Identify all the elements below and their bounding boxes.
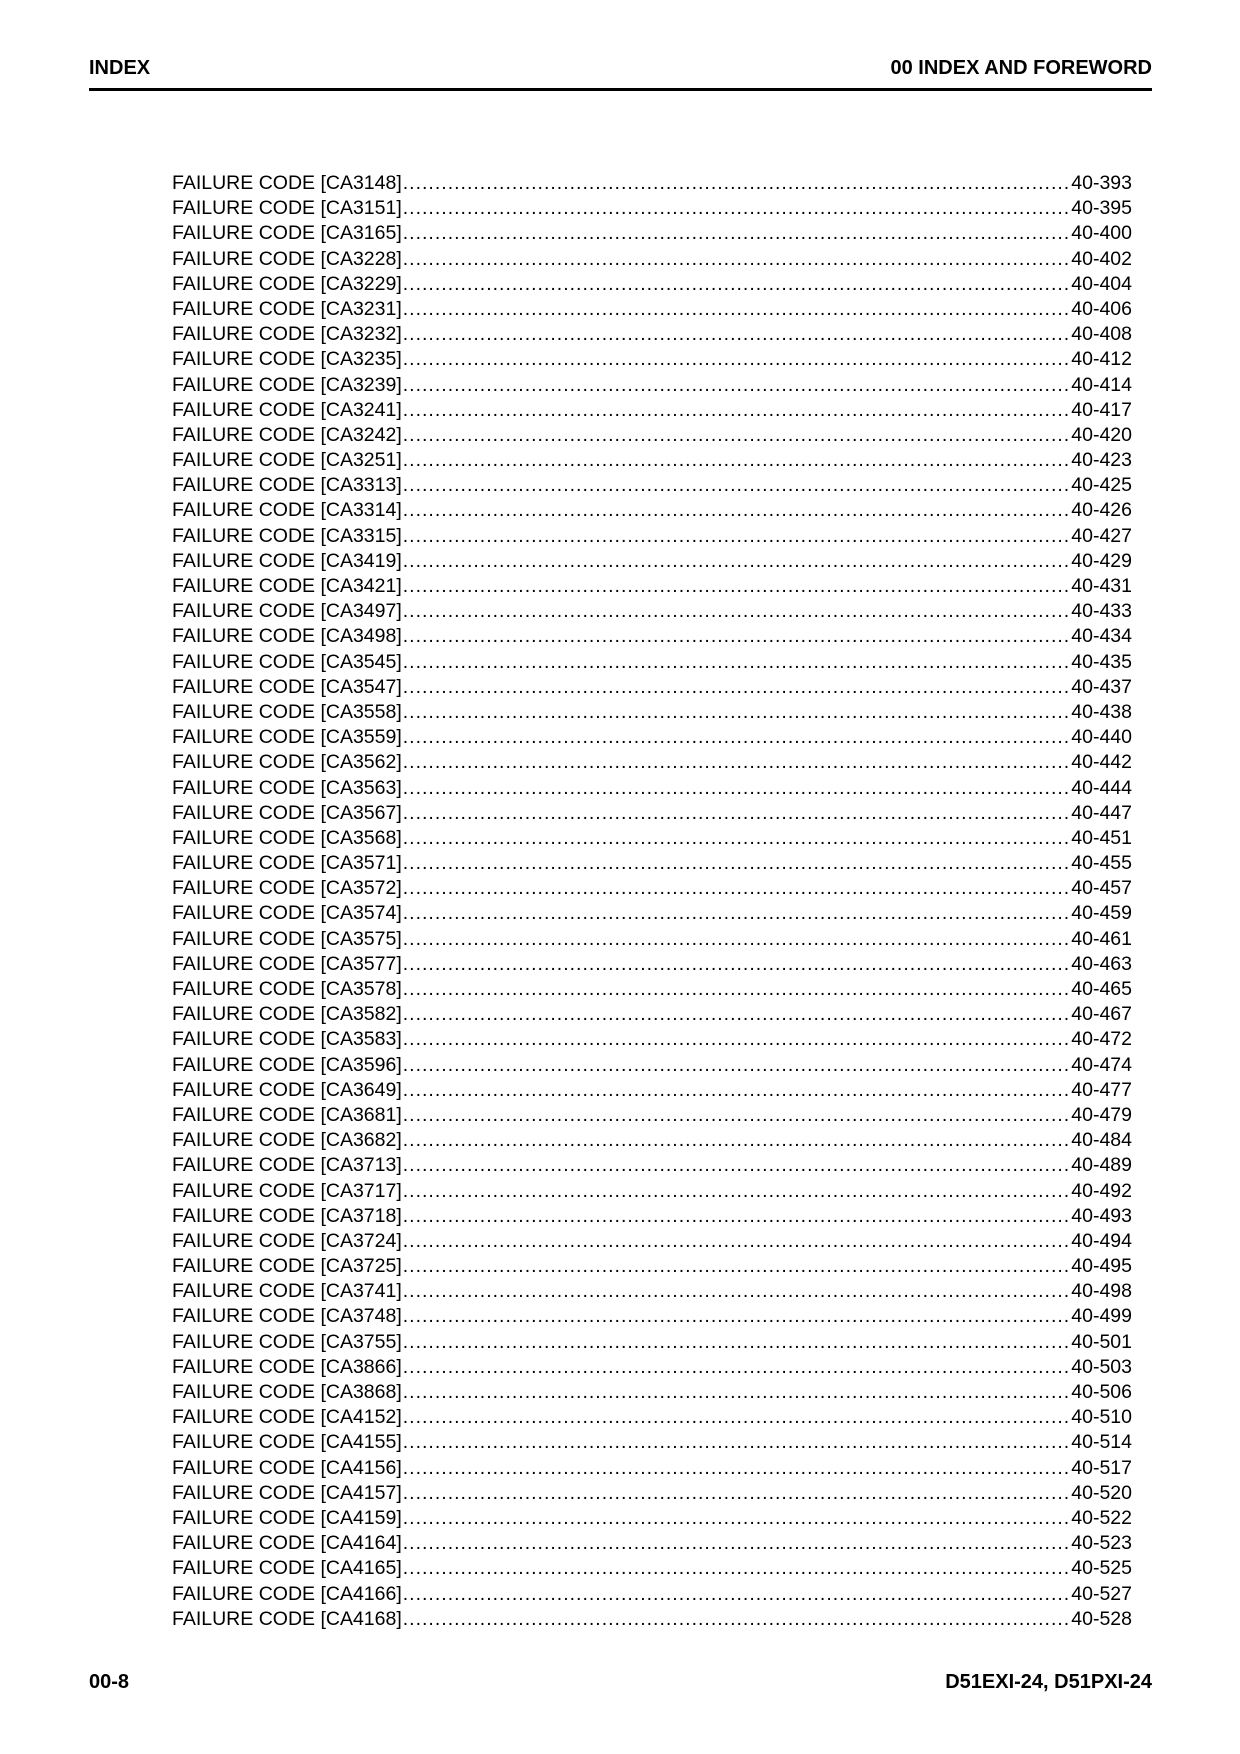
index-entry-page: 40-435 (1071, 650, 1132, 673)
index-entry-label: FAILURE CODE [CA3241] (172, 398, 402, 421)
index-entry[interactable] (172, 801, 1132, 826)
dot-leader (403, 473, 1071, 498)
index-entry-label: FAILURE CODE [CA3748] (172, 1305, 402, 1328)
index-entry-label: FAILURE CODE [CA3725] (172, 1255, 402, 1278)
index-entry[interactable] (172, 1179, 1132, 1204)
index-entry[interactable] (172, 1456, 1132, 1481)
index-entry-label: FAILURE CODE [CA3239] (172, 373, 402, 396)
index-entry[interactable] (172, 1002, 1132, 1027)
index-entry-page: 40-425 (1071, 474, 1132, 497)
index-entry-label: FAILURE CODE [CA3314] (172, 499, 402, 522)
dot-leader (403, 876, 1071, 901)
index-entry-label: FAILURE CODE [CA3235] (172, 348, 402, 371)
index-entry-label: FAILURE CODE [CA4155] (172, 1431, 402, 1454)
index-entry[interactable] (172, 700, 1132, 725)
index-entry[interactable] (172, 826, 1132, 851)
index-entry-page: 40-492 (1071, 1179, 1132, 1202)
index-entry-page: 40-434 (1071, 625, 1132, 648)
header-section-label: INDEX (89, 57, 151, 79)
index-entry[interactable] (172, 448, 1132, 473)
index-entry-page: 40-527 (1071, 1582, 1132, 1605)
dot-leader (403, 171, 1071, 196)
dot-leader (403, 1556, 1071, 1581)
index-entry-page: 40-517 (1071, 1456, 1132, 1479)
dot-leader (403, 221, 1071, 246)
index-entry-label: FAILURE CODE [CA3242] (172, 423, 402, 446)
dot-leader (403, 1254, 1071, 1279)
index-entry-page: 40-522 (1071, 1506, 1132, 1529)
index-entry-label: FAILURE CODE [CA3582] (172, 1003, 402, 1026)
index-entry-label: FAILURE CODE [CA3315] (172, 524, 402, 547)
index-entry[interactable] (172, 1582, 1132, 1607)
index-entry[interactable] (172, 1430, 1132, 1455)
index-entry[interactable] (172, 750, 1132, 775)
dot-leader (403, 423, 1071, 448)
index-entry-label: FAILURE CODE [CA3868] (172, 1381, 402, 1403)
index-entry-page: 40-528 (1071, 1607, 1132, 1630)
dot-leader (403, 1531, 1071, 1556)
dot-leader (403, 624, 1071, 649)
dot-leader (403, 1330, 1071, 1355)
index-entry[interactable] (172, 952, 1132, 977)
index-entry-label: FAILURE CODE [CA3578] (172, 978, 402, 1000)
dot-leader (403, 373, 1071, 398)
index-entry-page: 40-437 (1071, 675, 1132, 698)
index-entry[interactable] (172, 776, 1132, 801)
index-entry[interactable] (172, 1330, 1132, 1355)
dot-leader (403, 549, 1071, 574)
index-entry-page: 40-442 (1071, 751, 1132, 774)
index-entry-page: 40-506 (1071, 1381, 1132, 1403)
dot-leader (403, 524, 1071, 549)
index-entry-page: 40-489 (1071, 1154, 1132, 1177)
index-entry-label: FAILURE CODE [CA3497] (172, 600, 402, 623)
index-entry[interactable] (172, 675, 1132, 700)
index-entry-page: 40-523 (1071, 1532, 1132, 1555)
index-entry-label: FAILURE CODE [CA3563] (172, 776, 402, 799)
index-entry-label: FAILURE CODE [CA3545] (172, 650, 402, 673)
index-entry-page: 40-406 (1071, 297, 1132, 320)
index-entry-label: FAILURE CODE [CA3583] (172, 1028, 402, 1051)
index-entry-page: 40-451 (1071, 826, 1132, 849)
index-entry[interactable] (172, 1103, 1132, 1128)
index-entry[interactable] (172, 624, 1132, 649)
index-entry-page: 40-427 (1071, 524, 1132, 547)
dot-leader (403, 977, 1071, 1002)
index-entry[interactable] (172, 1506, 1132, 1531)
index-entry-page: 40-393 (1071, 172, 1132, 194)
index-entry-label: FAILURE CODE [CA3574] (172, 902, 402, 925)
dot-leader (403, 498, 1071, 523)
index-entry-label: FAILURE CODE [CA3498] (172, 625, 402, 648)
index-entry-page: 40-404 (1071, 272, 1132, 295)
index-entry[interactable] (172, 876, 1132, 901)
dot-leader (403, 675, 1071, 700)
index-entry-label: FAILURE CODE [CA4168] (172, 1607, 402, 1630)
index-entry-label: FAILURE CODE [CA4156] (172, 1456, 402, 1479)
dot-leader (403, 1053, 1071, 1078)
index-entry-page: 40-461 (1071, 927, 1132, 950)
index-entry-page: 40-465 (1071, 978, 1132, 1000)
index-entry[interactable] (172, 1380, 1132, 1405)
index-entry[interactable] (172, 1078, 1132, 1103)
index-entry-label: FAILURE CODE [CA3251] (172, 449, 402, 472)
index-entry[interactable] (172, 297, 1132, 322)
index-entry-page: 40-494 (1071, 1229, 1132, 1252)
index-entry-page: 40-400 (1071, 222, 1132, 245)
dot-leader (403, 574, 1071, 599)
index-entry-label: FAILURE CODE [CA3572] (172, 877, 402, 900)
index-list (172, 171, 1132, 1632)
index-entry-page: 40-501 (1071, 1330, 1132, 1353)
index-entry-page: 40-503 (1071, 1355, 1132, 1378)
index-entry[interactable] (172, 927, 1132, 952)
dot-leader (403, 1355, 1071, 1380)
index-entry-page: 40-440 (1071, 726, 1132, 749)
index-entry-page: 40-438 (1071, 700, 1132, 723)
index-entry-page: 40-447 (1071, 801, 1132, 824)
index-entry[interactable] (172, 1531, 1132, 1556)
index-entry-page: 40-433 (1071, 600, 1132, 623)
index-entry-label: FAILURE CODE [CA3547] (172, 675, 402, 698)
dot-leader (403, 650, 1071, 675)
header-chapter-title: 00 INDEX AND FOREWORD (890, 57, 1152, 79)
index-entry-label: FAILURE CODE [CA3717] (172, 1179, 402, 1202)
index-entry[interactable] (172, 524, 1132, 549)
index-entry-label: FAILURE CODE [CA3231] (172, 297, 402, 320)
index-entry-page: 40-510 (1071, 1406, 1132, 1429)
index-entry[interactable] (172, 1229, 1132, 1254)
index-entry-label: FAILURE CODE [CA3718] (172, 1204, 402, 1227)
dot-leader (403, 1456, 1071, 1481)
index-entry-label: FAILURE CODE [CA3681] (172, 1103, 402, 1126)
dot-leader (403, 1153, 1071, 1178)
index-entry-label: FAILURE CODE [CA3559] (172, 726, 402, 749)
index-entry-label: FAILURE CODE [CA3229] (172, 272, 402, 295)
index-entry[interactable] (172, 1304, 1132, 1329)
dot-leader (403, 1582, 1071, 1607)
header-rule (89, 88, 1152, 91)
index-entry-page: 40-463 (1071, 952, 1132, 975)
index-entry-label: FAILURE CODE [CA3228] (172, 247, 402, 270)
index-entry-label: FAILURE CODE [CA3713] (172, 1154, 402, 1177)
index-entry[interactable] (172, 574, 1132, 599)
dot-leader (403, 1078, 1071, 1103)
index-entry-label: FAILURE CODE [CA3419] (172, 549, 402, 572)
index-entry-page: 40-467 (1071, 1003, 1132, 1026)
dot-leader (403, 196, 1071, 221)
index-entry[interactable] (172, 1204, 1132, 1229)
index-entry-label: FAILURE CODE [CA3232] (172, 323, 402, 346)
index-entry[interactable] (172, 725, 1132, 750)
index-entry-label: FAILURE CODE [CA3165] (172, 222, 402, 245)
index-entry[interactable] (172, 977, 1132, 1002)
index-entry[interactable] (172, 347, 1132, 372)
dot-leader (403, 1506, 1071, 1531)
index-entry-page: 40-520 (1071, 1481, 1132, 1504)
index-entry-label: FAILURE CODE [CA3567] (172, 801, 402, 824)
index-entry-page: 40-420 (1071, 423, 1132, 446)
index-entry-label: FAILURE CODE [CA3568] (172, 826, 402, 849)
index-entry-label: FAILURE CODE [CA3313] (172, 474, 402, 497)
dot-leader (403, 1027, 1071, 1052)
dot-leader (403, 322, 1071, 347)
index-entry-page: 40-417 (1071, 398, 1132, 421)
index-entry-label: FAILURE CODE [CA3151] (172, 197, 402, 220)
index-entry[interactable] (172, 247, 1132, 272)
dot-leader (403, 1430, 1071, 1455)
index-entry[interactable] (172, 196, 1132, 221)
index-entry-label: FAILURE CODE [CA3571] (172, 852, 402, 875)
index-entry[interactable] (172, 1355, 1132, 1380)
dot-leader (403, 952, 1071, 977)
index-entry-label: FAILURE CODE [CA3724] (172, 1229, 402, 1252)
index-entry-page: 40-484 (1071, 1129, 1132, 1152)
dot-leader (403, 1103, 1071, 1128)
index-entry[interactable] (172, 650, 1132, 675)
index-entry-page: 40-408 (1071, 323, 1132, 346)
dot-leader (403, 297, 1071, 322)
dot-leader (403, 901, 1071, 926)
index-entry[interactable] (172, 498, 1132, 523)
dot-leader (403, 1607, 1071, 1632)
index-entry-page: 40-474 (1071, 1053, 1132, 1076)
index-entry[interactable] (172, 322, 1132, 347)
dot-leader (403, 1304, 1071, 1329)
index-entry-label: FAILURE CODE [CA3755] (172, 1330, 402, 1353)
index-entry-page: 40-455 (1071, 852, 1132, 875)
index-entry[interactable] (172, 1128, 1132, 1153)
index-entry[interactable] (172, 549, 1132, 574)
index-entry-label: FAILURE CODE [CA4152] (172, 1406, 402, 1429)
index-entry-page: 40-414 (1071, 373, 1132, 396)
index-entry-label: FAILURE CODE [CA3741] (172, 1280, 402, 1303)
index-entry[interactable] (172, 1153, 1132, 1178)
index-entry-page: 40-457 (1071, 877, 1132, 900)
index-entry-label: FAILURE CODE [CA4159] (172, 1506, 402, 1529)
index-entry[interactable] (172, 373, 1132, 398)
index-entry[interactable] (172, 221, 1132, 246)
index-entry[interactable] (172, 473, 1132, 498)
index-entry-page: 40-444 (1071, 776, 1132, 799)
index-entry[interactable] (172, 851, 1132, 876)
index-entry-page: 40-514 (1071, 1431, 1132, 1454)
page-footer (89, 1670, 1152, 1694)
index-entry[interactable] (172, 1279, 1132, 1304)
index-entry-label: FAILURE CODE [CA3596] (172, 1053, 402, 1076)
dot-leader (403, 927, 1071, 952)
dot-leader (403, 725, 1071, 750)
index-entry-label: FAILURE CODE [CA3148] (172, 172, 402, 194)
index-entry[interactable] (172, 171, 1132, 196)
index-entry-label: FAILURE CODE [CA3577] (172, 952, 402, 975)
index-entry-page: 40-479 (1071, 1103, 1132, 1126)
index-entry[interactable] (172, 1053, 1132, 1078)
index-entry-page: 40-498 (1071, 1280, 1132, 1303)
index-entry-page: 40-395 (1071, 197, 1132, 220)
dot-leader (403, 448, 1071, 473)
index-entry-label: FAILURE CODE [CA3562] (172, 751, 402, 774)
dot-leader (403, 851, 1071, 876)
dot-leader (403, 398, 1071, 423)
dot-leader (403, 1481, 1071, 1506)
index-entry[interactable] (172, 1556, 1132, 1581)
dot-leader (403, 272, 1071, 297)
index-entry-label: FAILURE CODE [CA4166] (172, 1582, 402, 1605)
index-entry-page: 40-499 (1071, 1305, 1132, 1328)
index-entry-label: FAILURE CODE [CA3682] (172, 1129, 402, 1152)
dot-leader (403, 750, 1071, 775)
dot-leader (403, 1128, 1071, 1153)
index-entry[interactable] (172, 1254, 1132, 1279)
dot-leader (403, 247, 1071, 272)
dot-leader (403, 826, 1071, 851)
dot-leader (403, 1002, 1071, 1027)
index-entry-page: 40-472 (1071, 1028, 1132, 1051)
index-entry-page: 40-477 (1071, 1078, 1132, 1101)
index-entry-label: FAILURE CODE [CA3866] (172, 1355, 402, 1378)
dot-leader (403, 801, 1071, 826)
dot-leader (403, 1279, 1071, 1304)
index-entry[interactable] (172, 272, 1132, 297)
page-header (89, 56, 1152, 80)
dot-leader (403, 776, 1071, 801)
index-entry-page: 40-426 (1071, 499, 1132, 522)
index-entry-page: 40-495 (1071, 1255, 1132, 1278)
dot-leader (403, 1204, 1071, 1229)
dot-leader (403, 347, 1071, 372)
index-entry-page: 40-525 (1071, 1557, 1132, 1580)
index-entry[interactable] (172, 599, 1132, 624)
dot-leader (403, 1229, 1071, 1254)
dot-leader (403, 700, 1071, 725)
index-entry-label: FAILURE CODE [CA3558] (172, 700, 402, 723)
index-entry[interactable] (172, 1607, 1132, 1632)
index-entry-page: 40-429 (1071, 549, 1132, 572)
index-entry[interactable] (172, 1481, 1132, 1506)
model-designation: D51EXI-24, D51PXI-24 (945, 1671, 1152, 1693)
index-entry-label: FAILURE CODE [CA3421] (172, 575, 402, 597)
index-entry-page: 40-402 (1071, 247, 1132, 270)
index-entry[interactable] (172, 423, 1132, 448)
page-number: 00-8 (89, 1671, 130, 1693)
index-entry-page: 40-459 (1071, 902, 1132, 925)
index-entry-page: 40-431 (1071, 575, 1132, 597)
index-entry[interactable] (172, 398, 1132, 423)
index-entry-label: FAILURE CODE [CA4165] (172, 1557, 402, 1580)
index-entry-label: FAILURE CODE [CA4164] (172, 1532, 402, 1555)
dot-leader (403, 599, 1071, 624)
index-entry-label: FAILURE CODE [CA3575] (172, 927, 402, 950)
index-entry-page: 40-412 (1071, 348, 1132, 371)
index-entry[interactable] (172, 901, 1132, 926)
index-entry-page: 40-493 (1071, 1204, 1132, 1227)
index-entry-page: 40-423 (1071, 449, 1132, 472)
dot-leader (403, 1179, 1071, 1204)
dot-leader (403, 1380, 1071, 1405)
dot-leader (403, 1405, 1071, 1430)
index-entry[interactable] (172, 1405, 1132, 1430)
index-entry-label: FAILURE CODE [CA3649] (172, 1078, 402, 1101)
index-entry[interactable] (172, 1027, 1132, 1052)
index-entry-label: FAILURE CODE [CA4157] (172, 1481, 402, 1504)
